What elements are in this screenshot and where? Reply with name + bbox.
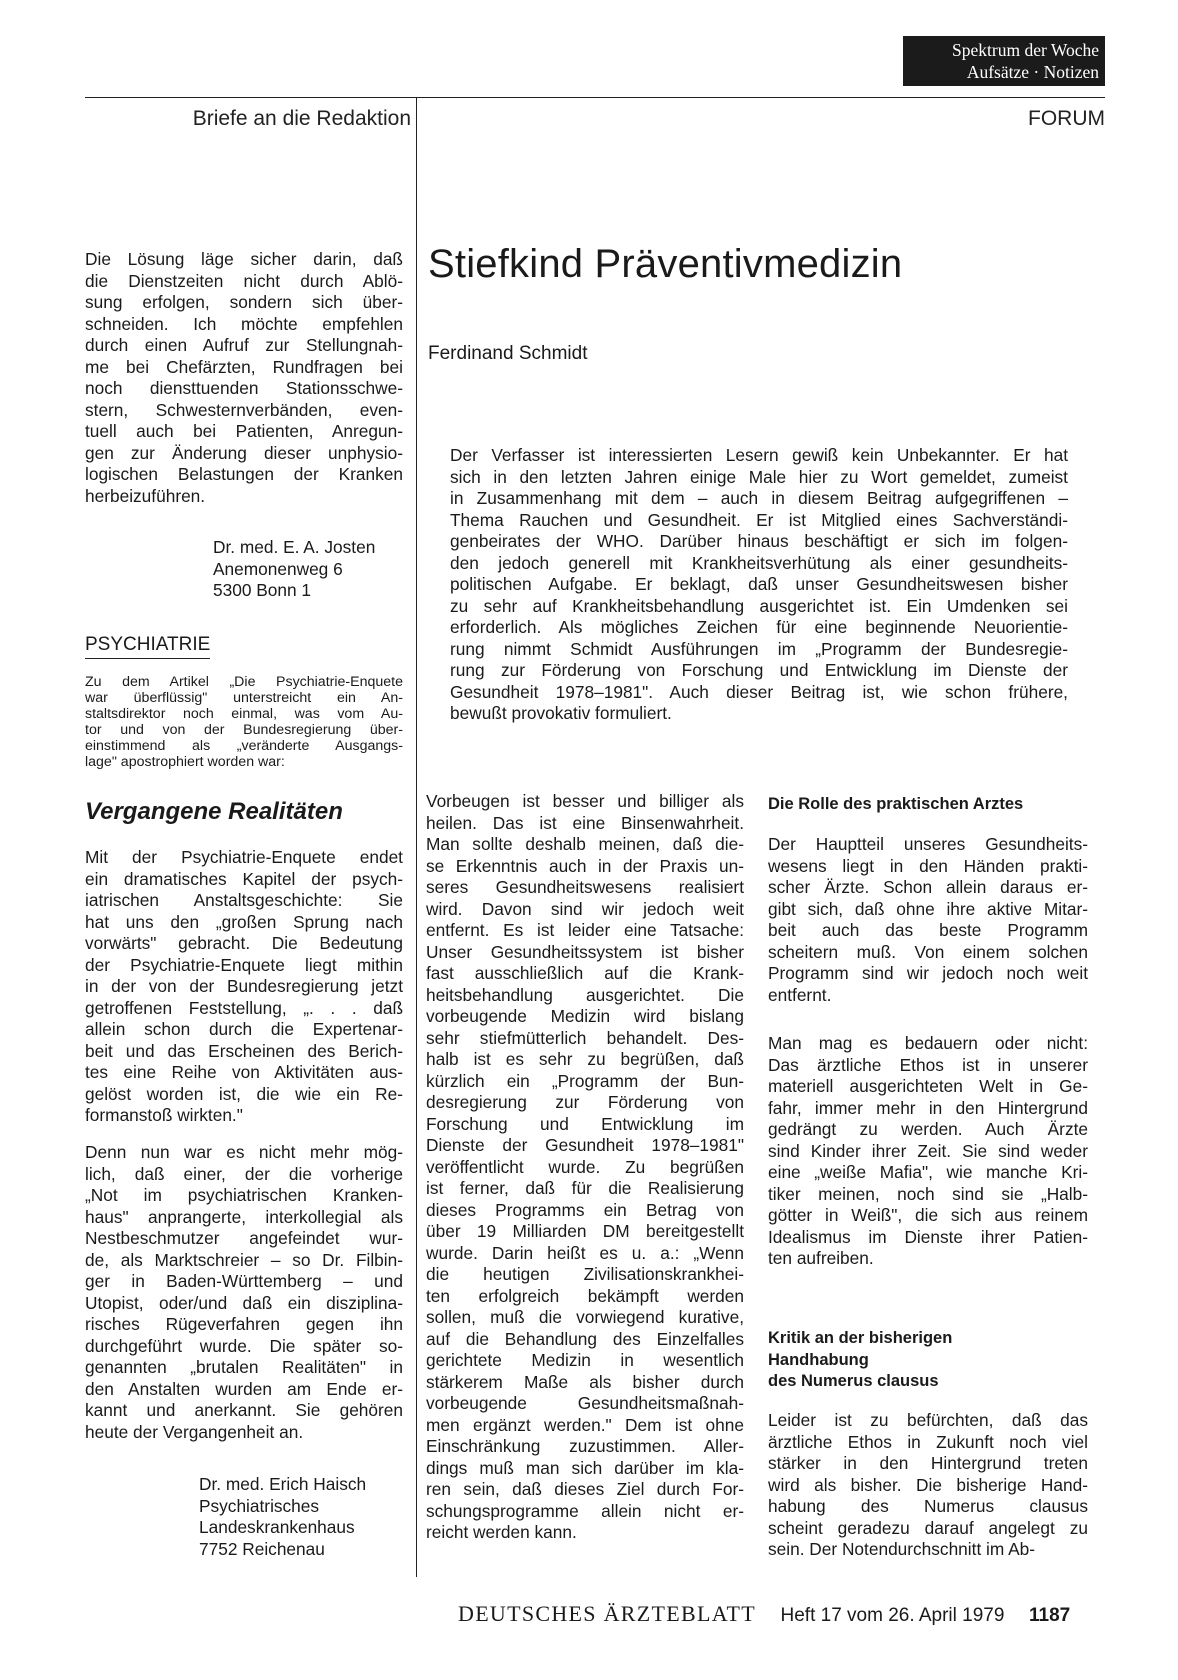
- column-divider: [416, 97, 417, 1577]
- article-body-column-2-paragraph-1: Der Hauptteil unseres Gesundheits- wesens liegt in den Händen prakti- scher Ärzte. Schon allein daraus er- gibt sich, daß ohne ihre aktive Mitar- beit auch das beste Programm scheitern muß. Von einem solchen Programm sind wir jedoch noch weit entfernt.: [768, 834, 1088, 1005]
- article-editor-intro: Der Verfasser ist interessierten Lesern gewiß kein Unbekannter. Er hat sich in den letzten Jahren einige Male hier zu Wort gemeldet, zumeist in Zusammenhang mit dem – auch in diesem Beitrag aufgegriffenen – Thema Rauchen und Gesundheit. Er ist Mitglied eines Sachverständi- genbeirates der WHO. Darüber hinaus beschäftigt er sich im folgen- den jedoch generell mit Krankheitsverhütung als einer gesundheits- politischen Aufgabe. Er beklagt, daß unser Gesundheitswesen bisher zu sehr auf Krankheitsbehandlung ausgerichtet ist. Ein Umdenken sei erforderlich. Als mögliches Zeichen für eine beginnende Neuorientie- rung nimmt Schmidt Ausführungen im „Programm der Bundesregie- rung zur Förderung von Forschung und Entwicklung im Dienste der Gesundheit 1978–1981". Auch dieser Beitrag ist, wie schon frühere, bewußt provokativ formuliert.: [450, 445, 1068, 723]
- page-number: 1187: [1029, 1605, 1071, 1626]
- letter-josten-signature: Dr. med. E. A. Josten Anemonenweg 6 5300 Bonn 1: [213, 537, 376, 600]
- letter-haisch-heading: Vergangene Realitäten: [85, 798, 343, 825]
- section-badge: [903, 36, 1105, 86]
- badge-line-2: Aufsätze · Notizen: [966, 62, 1099, 82]
- letter-haisch-intro: Zu dem Artikel „Die Psychiatrie-Enquete war überflüssig" unterstreicht ein An- staltsdirektor noch einmal, was vom Au- tor und von der Bundesregierung über- einstimmend als „veränderte Ausgangs- lage" apostrophiert worden war:: [85, 674, 403, 770]
- section-title-forum: FORUM: [1028, 107, 1105, 130]
- letter-haisch-paragraph-1: Mit der Psychiatrie-Enquete endet ein dramatisches Kapitel der psych- iatrischen Anstaltsgeschichte: Sie hat uns den „großen Sprung nach vorwärts" gebracht. Die Bedeutung der Psychiatrie-Enquete liegt mithin in der von der Bundesregierung jetzt getroffenen Feststellung, „. . . daß allein schon durch die Expertenar- beit und das Erscheinen des Berich- tes eine Reihe von Aktivitäten aus- gelöst worden ist, die wie ein Re- formanstoß wirkten.": [85, 847, 403, 1125]
- page-footer: [458, 1602, 1070, 1628]
- article-author: Ferdinand Schmidt: [428, 343, 588, 364]
- letter-haisch-signature: Dr. med. Erich Haisch Psychiatrisches Landeskrankenhaus 7752 Reichenau: [199, 1474, 367, 1559]
- article-title: Stiefkind Präventivmedizin: [428, 242, 903, 286]
- header-rule: [85, 97, 1105, 98]
- article-subhead-numerus-clausus: Kritik an der bisherigen Handhabung des Numerus clausus: [768, 1329, 953, 1390]
- article-body-column-2-paragraph-3: Leider ist zu befürchten, daß das ärztliche Ethos in Zukunft noch viel stärker in den Hintergrund treten wird als bisher. Die bisherige Hand- habung des Numerus clausus scheint geradezu darauf angelegt zu sein. Der Notendurchschnitt im Ab-: [768, 1410, 1088, 1559]
- article-body-column-2-paragraph-2: Man mag es bedauern oder nicht: Das ärztliche Ethos ist in unserer materiell ausgerichteten Welt in Ge- fahr, immer mehr in den Hintergrund gedrängt zu werden. Auch Ärzte sind Kinder ihrer Zeit. Sie sind weder eine „weiße Mafia", wie manche Kri- tiker meinen, noch sind sie „Halb- götter in Weiß", die sich aus reinem Idealismus im Dienste ihrer Patien- ten aufreiben.: [768, 1033, 1088, 1268]
- journal-masthead: DEUTSCHES ÄRZTEBLATT: [458, 1601, 756, 1626]
- section-title-letters: Briefe an die Redaktion: [192, 107, 411, 130]
- letter-josten-text: Die Lösung läge sicher darin, daß die Dienstzeiten nicht durch Ablö- sung erfolgen, sondern sich über- schneiden. Ich möchte empfehlen durch einen Aufruf zur Stellungnah- me bei Chefärzten, Rundfragen bei noch diensttuenden Stationsschwe- stern, Schwesternverbänden, even- tuell auch bei Patienten, Anregun- gen zur Änderung dieser unphysio- logischen Belastungen der Kranken herbeizuführen.: [85, 249, 403, 506]
- topic-label-psychiatrie: PSYCHIATRIE: [85, 633, 210, 659]
- badge-line-1: Spektrum der Woche: [952, 40, 1099, 60]
- letter-haisch-paragraph-2: Denn nun war es nicht mehr mög- lich, daß einer, der die vorherige „Not im psychiatrischen Kranken- haus" anprangerte, interkollegial als Nestbeschmutzer angefeindet wur- de, als Marktschreier – so Dr. Filbin- ger in Baden-Württemberg – und Utopist, oder/und daß ein disziplina- risches Rügeverfahren gegen ihn durchgeführt wurde. Die später so- genannten „brutalen Realitäten" in den Anstalten wurden am Ende er- kannt und anerkannt. Sie gehören heute der Vergangenheit an.: [85, 1142, 403, 1442]
- article-subhead-praktischer-arzt: Die Rolle des praktischen Arztes: [768, 795, 1024, 813]
- article-body-column-1: Vorbeugen ist besser und billiger als heilen. Das ist eine Binsenwahrheit. Man sollte deshalb meinen, daß die- se Erkenntnis auch in der Praxis un- seres Gesundheitswesens realisiert wird. Davon sind wir jedoch weit entfernt. Es ist leider eine Tatsache: Unser Gesundheitssystem ist bisher fast ausschließlich auf die Krank- heitsbehandlung ausgerichtet. Die vorbeugende Medizin wird bislang sehr stiefmütterlich behandelt. Des- halb ist es sehr zu begrüßen, daß kürzlich ein „Programm der Bun- desregierung zur Förderung von Forschung und Entwicklung im Dienste der Gesundheit 1978–1981" veröffentlicht wurde. Zu begrüßen ist ferner, daß für die Realisierung dieses Programms ein Betrag von über 19 Milliarden DM bereitgestellt wurde. Darin heißt es u. a.: „Wenn die heutigen Zivilisationskrankhei- ten erfolgreich bekämpft werden sollen, muß die vorwiegend kurative, auf die Behandlung des Einzelfalles gerichtete Medizin in wesentlich stärkerem Maße als bisher durch vorbeugende Gesundheitsmaßnah- men ergänzt werden." Dem ist ohne Einschränkung zuzustimmen. Aller- dings muß man sich darüber im kla- ren sein, daß dieses Ziel durch For- schungsprogramme allein nicht er- reicht werden kann.: [426, 791, 744, 1542]
- issue-info: Heft 17 vom 26. April 1979: [780, 1605, 1005, 1626]
